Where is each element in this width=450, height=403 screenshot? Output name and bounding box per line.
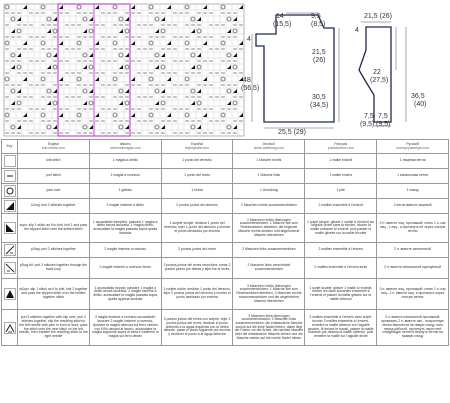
legend-cell: 1 surjet double: glisser 1 maille à l'endroit, tricoter les deux suivantes ensemble à l'endroit et passer la maille glissée sur la maille obtenue [305,279,377,310]
legend-cell: 2 Maschen links verschränkt zusammenstricken [233,258,305,279]
legend-cell: 1 accavallato semplice: passare 1 maglia a diritto senza lavorarla, 1 maglia diritto, accavallare la maglia passata sopra quella lavorata [89,214,161,243]
legend-cell: 2 п. вместе лиц. протяжкой: снять 1 п. как лиц., 1 лиц., и протянуть её через снятую петлю [377,214,449,243]
legend-header-3 [161,140,233,154]
legend-header-language: Русский [406,141,419,146]
legend-cell: skpo: slip 1 stitch as if to knit, knit 1 and pass the slipped stitch over the knitted stitch [18,214,90,243]
legend-cell: 3 Maschen rechts überzogen zusammenstricken: 1 Masche wie zum Rechtsstricken abheben, 2 Maschen rechts zusammenstricken und die abgehobene Masche überziehen [233,279,305,310]
legend-row [2,258,449,279]
dim-bottom: 25,5 (29) [278,129,307,136]
legend-header-language: Key [6,143,13,148]
knitting-chart [0,0,244,138]
yarn-over-symbol [2,184,18,199]
legend-cell: 1 maille endroit [305,154,377,169]
legend-cell: 2 mailles ensemble à l'envers [305,243,377,258]
legend-header-language: Italiano [119,141,131,146]
legend-header-5 [305,140,377,154]
legend-cell: yarn over [18,184,90,199]
legend-header-0 [2,140,18,154]
legend-cell: 1 surjete simple: deslizar 1 punto del derecho, tejer 1 punto del derecho y montar el punto deslizado por encima [161,214,233,243]
legend-header-site-link[interactable]: pointdetricot.com [327,145,354,150]
k2tog-symbol [2,199,18,214]
legend-header-language: Español [190,141,204,146]
legend-cell: 1 лицевая петля [377,154,449,169]
dim-top-a-alt: (15,5) [273,21,292,28]
legend-cell: 1 accavallato doppio: passare 1 maglia a diritto senza lavorarla, 2 maglie insieme a diritto, accavallare la maglia passata sopra quella appena lavorata [89,279,161,310]
legend-cell: 1 punto del revés [161,169,233,184]
legend-row [2,279,449,310]
legend-row [2,169,449,184]
legend-header-6 [377,140,449,154]
garment-schematic [241,10,446,136]
legend-cell: 2 puntos juntos del revés [161,243,233,258]
legend-header-4 [233,140,305,154]
legend-cell: 1 Masche rechts [233,154,305,169]
purl-symbol [2,169,18,184]
legend-cell: 2 Maschen links zusammenstricken [233,243,305,258]
legend-cell: 2 puntos juntos del revés retorcidos: tomar 2 puntos juntos por detrás y tejer los al revés [161,258,233,279]
dim-top-b-alt: (8,5) [311,21,326,28]
dim-right-bottom-a-alt: (9,5) [360,121,375,128]
legend-header-2 [89,140,161,154]
dim-top-b: 9,5 [311,13,321,20]
legend-header-site-link[interactable]: shemyvyazaniya.com [396,145,429,150]
legend-cell: 1 накид [377,184,449,199]
legend-header-site-link[interactable]: tejidografia.com [185,145,210,150]
legend-header-language: English [47,141,59,146]
dim-right-bottom-b: 7,5 [378,113,388,120]
dim-305-alt: (34,5) [310,102,329,109]
legend-row [2,154,449,169]
cdd-symbol [2,310,18,346]
legend-cell: 2 maglie insieme a diritto [89,199,161,214]
dim-step-right: 4 [355,27,359,34]
legend-cell: 2 puntos juntos del derecho [161,199,233,214]
dim-22-alt: (27,5) [370,77,389,84]
legend-cell: 1 surjete doble: deslizar 1 punto del derecho, tejer 2 puntos juntos del derecho y montar el punto deslizado por encima [161,279,233,310]
dim-top-a: 14 [276,13,284,20]
legend-cell: 2 п. вместе изнаночной [377,243,449,258]
legend-header-1 [18,140,90,154]
legend-cell: 2 петли вместе лицевой [377,199,449,214]
legend-cell: 1 punto del derecho [161,154,233,169]
legend-cell: sk2po: slip 1 stitch as if to knit, knit 2 together and pass the slipped stitch over the knitted together stitch [18,279,90,310]
legend-cell: p2tog: purl 2 stitches together [18,243,90,258]
dim-215: 21,5 [312,49,326,56]
legend-cell: p2tog tbl: purl 2 stitches together through the back loop [18,258,90,279]
legend-cell: 1 maglia a diritto [89,154,161,169]
dim-step-left: 4 [247,36,251,43]
dim-48: 48 [243,77,251,84]
dim-48-alt: (56,5) [241,85,260,92]
legend-row [2,184,449,199]
legend-cell: knit stitch [18,154,90,169]
legend-cell: 2 mailles ensemble à l'endroit [305,199,377,214]
legend-row [2,243,449,258]
ssk-symbol [2,214,18,243]
legend-cell: k2tog: knit 2 stitches together [18,199,90,214]
legend-cell: 1 Masche links [233,169,305,184]
legend-cell: 1 изнаночная петля [377,169,449,184]
dim-365-alt: (40) [414,101,427,108]
legend-cell: 3 puntos juntos del revés con surjete: tejer 2 puntos juntos del revés, deslizar el punto obtenido a la aguja izquierda con la hebra delante, pasar el punto siguiente por encima y devolver el punto a la aguja derecha [161,310,233,346]
legend-cell: 1 maglia a rovescio [89,169,161,184]
legend-header-site-link[interactable]: schemidimaglia.com [109,145,141,150]
legend-cell: purl 3 stitches together with slip over: purl 2 stitches together, slip the resulting stitch to the left needle with yarn in front of work, pass the stitch over the next stitch on the left needle, then transfer the resulting stitch to the right needle [18,310,90,346]
legend-row [2,199,449,214]
legend-cell: 3 п. вместе изнаночной протяжкой: провязать 2 п. вместе изн., полученную петлю перенести на левую спицу, нить перед работой, протянуть через неё следующую петлю и вернуть петлю на правую спицу [377,310,449,346]
sk2po-symbol [2,279,18,310]
p2tog-symbol [2,243,18,258]
legend-cell: 1 Umschlag [233,184,305,199]
dim-right-bottom-a: 7,5 [364,113,374,120]
knit-symbol [2,154,18,169]
legend-cell: 1 gettato [89,184,161,199]
legend-cell: 2 maglie insieme a rovescio [89,243,161,258]
p2tog-tbl-symbol [2,258,18,279]
legend-cell: 2 maglie insieme a rovescio ritorto [89,258,161,279]
legend-cell: 2 Maschen rechts überzogen zusammenstricken: 1 Masche wie zum Rechtsstricken abheben, die folgende Masche rechts stricken und abgehobene Masche überziehen [233,214,305,243]
legend-header-language: Français [334,141,348,146]
legend-cell: purl stitch [18,169,90,184]
legend-cell: 1 hebra [161,184,233,199]
legend-cell: 2 Maschen rechts zusammenstricken [233,199,305,214]
legend-cell: 3 п. вместе лиц. протяжкой: снять 1 п. как лиц., 2 п. вместе лиц. и протянуть через снятую петлю [377,279,449,310]
legend-cell: 3 maglie insieme a rovescio accavallate: lavorare 2 maglie insieme a rovescio, riportare la maglia ottenuta sul ferro sinistro con il filo davanti al lavoro, accavallare la maglia seguente sopra di essa e trasferire la maglia sul ferro destro [89,310,161,346]
legend-header-site-link[interactable]: strick-anleitung.com [253,145,284,150]
stitch-legend-table [1,139,449,346]
dim-right-bottom-b-alt: (9,5) [376,121,391,128]
dim-right-top: 21,5 (26) [364,13,393,20]
dim-215-alt: (26) [313,57,326,64]
legend-row [2,310,449,346]
legend-header-row [2,140,449,154]
legend-cell: 1 jeté [305,184,377,199]
dim-305: 30,5 [312,94,326,101]
legend-cell: 2 mailles ensemble à l'envers torse [305,258,377,279]
legend-row [2,214,449,243]
dim-365: 36,5 [411,93,425,100]
legend-cell: 1 maille envers [305,169,377,184]
legend-cell: 3 mailles ensemble à l'envers avec surjet: tricoter 2 mailles ensemble à l'envers, remettre la maille obtenue sur l'aiguille gauche, fil devant le travail, passer la maille suivante par-dessus la maille obtenue, puis remettre la maille sur l'aiguille droite [305,310,377,346]
legend-cell: 2 п. вместе изнаночной скрещенной [377,258,449,279]
dim-22: 22 [373,69,381,76]
legend-cell: 1 surjet simple: glisser 1 maille à l'endroit sur l'aiguille droite sans la tricoter, tricoter la maille suivante à l'endroit, puis passer la maille glissée sur la maille tricotée [305,214,377,243]
legend-header-language: Deutsch [262,141,276,146]
legend-header-site-link[interactable]: knit-charts.com [41,145,65,150]
legend-cell: 3 Maschen links überzogen zusammenstricken: 2 Maschen links zusammenstricken, die entstandene Masche zurück auf die linke Nadel heben, dabei liegt der Faden vor der Arbeit, die nächste Masche über die entstandene Masche ziehen und die Masche wieder auf die rechte Nadel heben [233,310,305,346]
